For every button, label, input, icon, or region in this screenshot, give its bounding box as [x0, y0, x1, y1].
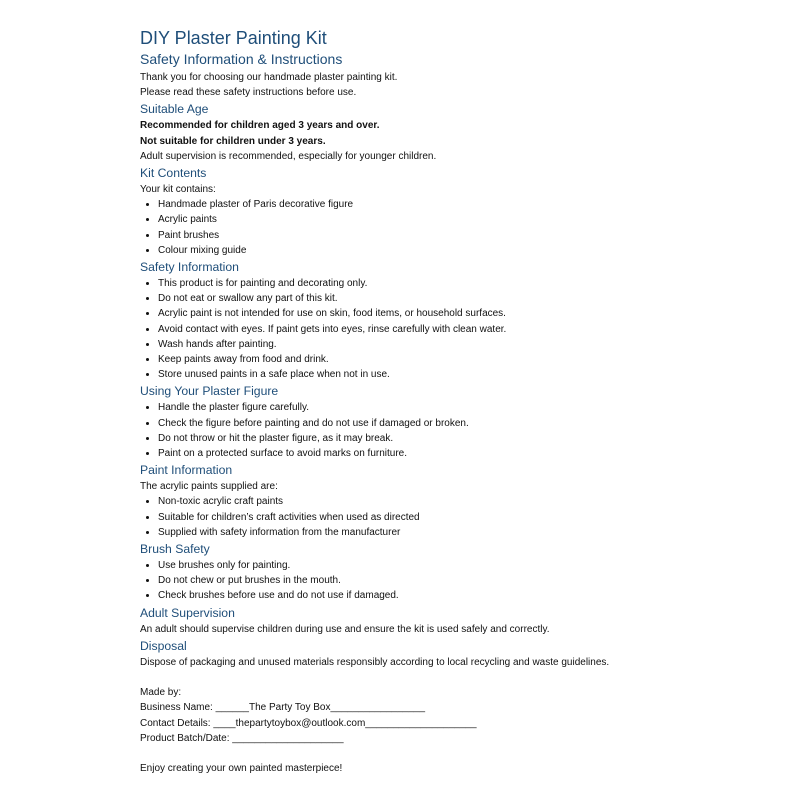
- made-by-label: Made by:: [140, 687, 182, 699]
- age-recommendation: Recommended for children aged 3 years and over.: [140, 120, 380, 132]
- list-item: • Check the figure before painting and do not use if damaged or broken.: [158, 416, 740, 431]
- safety-information-list: [140, 276, 740, 382]
- paint-information-lead: The acrylic paints supplied are:: [140, 481, 278, 493]
- brush-safety-list: [140, 558, 740, 604]
- list-item: • Supplied with safety information from the manufacturer: [158, 525, 740, 540]
- list-item: • Acrylic paints: [158, 212, 740, 227]
- list-item: • Do not chew or put brushes in the mouth.: [158, 573, 740, 588]
- contact-details-line: Contact Details: ____thepartytoybox@outlook.com____________________: [140, 717, 477, 729]
- list-item: • Keep paints away from food and drink.: [158, 352, 740, 367]
- list-item: • Non-toxic acrylic craft paints: [158, 494, 740, 509]
- adult-supervision-text: An adult should supervise children during use and ensure the kit is used safely and correctly.: [140, 623, 550, 635]
- list-item: • Paint on a protected surface to avoid marks on furniture.: [158, 446, 740, 461]
- section-heading-suitable-age: Suitable Age: [140, 102, 209, 117]
- business-name-line: Business Name: ______The Party Toy Box_________________: [140, 702, 426, 714]
- list-item: • Store unused paints in a safe place when not in use.: [158, 367, 740, 382]
- spacer: [140, 746, 740, 761]
- age-warning: Not suitable for children under 3 years.: [140, 135, 326, 147]
- list-item: • Paint brushes: [158, 228, 740, 243]
- list-item: • Do not throw or hit the plaster figure, as it may break.: [158, 431, 740, 446]
- kit-contents-list: [140, 197, 740, 258]
- section-heading-safety-information: Safety Information: [140, 260, 239, 275]
- list-item: • Wash hands after painting.: [158, 337, 740, 352]
- intro-line: Please read these safety instructions before use.: [140, 87, 357, 99]
- section-heading-adult-supervision: Adult Supervision: [140, 605, 235, 620]
- section-heading-using-figure: Using Your Plaster Figure: [140, 384, 279, 399]
- list-item: • Suitable for children’s craft activities when used as directed: [158, 510, 740, 525]
- supervision-note: Adult supervision is recommended, especially for younger children.: [140, 150, 437, 162]
- list-item: • Use brushes only for painting.: [158, 558, 740, 573]
- disposal-text: Dispose of packaging and unused materials responsibly according to local recycling and waste guidelines.: [140, 656, 610, 668]
- intro-line: Thank you for choosing our handmade plaster painting kit.: [140, 72, 398, 83]
- list-item: • Do not eat or swallow any part of this kit.: [158, 291, 740, 306]
- closing-line: Enjoy creating your own painted masterpiece!: [140, 763, 343, 775]
- list-item: • Acrylic paint is not intended for use on skin, food items, or household surfaces.: [158, 306, 740, 321]
- document-title: DIY Plaster Painting Kit: [140, 28, 327, 48]
- section-heading-brush-safety: Brush Safety: [140, 542, 210, 557]
- list-item: • Handle the plaster figure carefully.: [158, 400, 740, 415]
- section-heading-kit-contents: Kit Contents: [140, 166, 207, 181]
- section-heading-paint-information: Paint Information: [140, 463, 233, 478]
- using-figure-list: [140, 400, 740, 461]
- document-subtitle: Safety Information & Instructions: [140, 51, 343, 67]
- list-item: • This product is for painting and decorating only.: [158, 276, 740, 291]
- list-item: • Colour mixing guide: [158, 243, 740, 258]
- section-heading-disposal: Disposal: [140, 638, 187, 653]
- batch-date-line: Product Batch/Date: ____________________: [140, 732, 344, 744]
- kit-contents-lead: Your kit contains:: [140, 184, 216, 196]
- document-page: [140, 26, 740, 776]
- list-item: • Handmade plaster of Paris decorative figure: [158, 197, 740, 212]
- spacer: [140, 670, 740, 685]
- list-item: • Avoid contact with eyes. If paint gets into eyes, rinse carefully with clean water.: [158, 322, 740, 337]
- list-item: • Check brushes before use and do not use if damaged.: [158, 588, 740, 603]
- paint-information-list: [140, 494, 740, 540]
